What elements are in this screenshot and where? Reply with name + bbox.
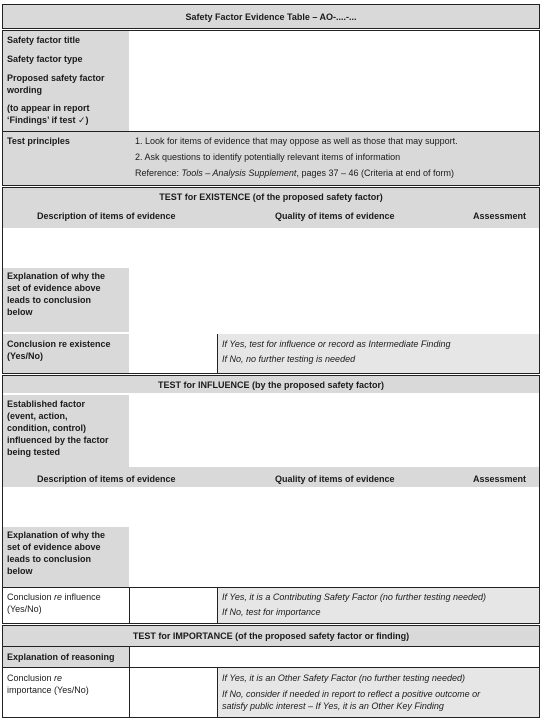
influence-established-line5: being tested <box>7 447 61 457</box>
existence-explanation-line1: Explanation of why the <box>7 271 106 281</box>
existence-explanation-line4: below <box>7 307 33 317</box>
influence-established-line1: Established factor <box>7 399 86 409</box>
importance-conclusion-input[interactable] <box>129 668 217 717</box>
influence-heading: TEST for INFLUENCE (by the proposed safety factor) <box>157 380 385 390</box>
influence-conclusion-line1: Conclusion re influence <box>7 592 101 602</box>
importance-if-no-line2: satisfy public interest – If Yes, it is an Other Key Finding <box>222 701 444 711</box>
existence-if-no: If No, no further testing is needed <box>222 354 356 364</box>
existence-col-description: Description of items of evidence <box>37 211 176 221</box>
influence-established-line4: influenced by the factor <box>7 435 109 445</box>
header-section <box>2 30 540 186</box>
influence-explanation-line1: Explanation of why the <box>7 530 106 540</box>
page-title: Safety Factor Evidence Table – AO-....-... <box>185 12 357 22</box>
influence-established-line2: (event, action, <box>7 411 68 421</box>
existence-conclusion-line1: Conclusion re existence <box>7 339 111 349</box>
principle-2: 2. Ask questions to identify potentially relevant items of information <box>135 152 401 162</box>
influence-if-yes: If Yes, it is a Contributing Safety Factor (no further testing needed) <box>222 592 486 602</box>
existence-explanation-input[interactable] <box>129 268 539 332</box>
influence-section <box>2 375 540 624</box>
importance-heading: TEST for IMPORTANCE (of the proposed safety factor or finding) <box>132 631 410 641</box>
principle-1: 1. Look for items of evidence that may oppose as well as those that may support. <box>135 136 458 146</box>
influence-explanation-line4: below <box>7 566 33 576</box>
existence-col-quality: Quality of items of evidence <box>275 211 395 221</box>
importance-explanation-label: Explanation of reasoning <box>7 652 115 662</box>
influence-conclusion-line2: (Yes/No) <box>7 604 42 614</box>
importance-conclusion-line1: Conclusion re <box>7 673 63 683</box>
influence-conclusion-input[interactable] <box>129 588 217 623</box>
influence-col-quality: Quality of items of evidence <box>275 474 395 484</box>
reference-title: Tools – Analysis Supplement <box>181 168 297 178</box>
proposed-wording-note-line1: (to appear in report <box>7 103 90 113</box>
existence-conclusion-input[interactable] <box>129 334 217 373</box>
influence-col-assessment: Assessment <box>473 474 527 484</box>
existence-section <box>2 187 540 374</box>
existence-explanation-line3: leads to conclusion <box>7 295 92 305</box>
safety-factor-type-label: Safety factor type <box>7 54 83 64</box>
existence-conclusion-line2: (Yes/No) <box>7 351 44 361</box>
influence-col-description: Description of items of evidence <box>37 474 176 484</box>
proposed-wording-line2: wording <box>7 85 42 95</box>
title-bar <box>2 4 540 29</box>
influence-explanation-input[interactable] <box>129 527 539 587</box>
reference-line: Reference: Tools – Analysis Supplement, pages 37 – 46 (Criteria at end of form) <box>135 168 455 178</box>
influence-established-input[interactable] <box>129 395 539 467</box>
safety-factor-title-label: Safety factor title <box>7 35 81 45</box>
test-principles-label: Test principles <box>7 136 70 146</box>
existence-explanation-line2: set of evidence above <box>7 283 101 293</box>
existence-heading: TEST for EXISTENCE (of the proposed safety factor) <box>159 192 383 202</box>
importance-section <box>2 625 540 718</box>
existence-col-assessment: Assessment <box>473 211 527 221</box>
influence-explanation-line3: leads to conclusion <box>7 554 92 564</box>
existence-evidence-input[interactable] <box>3 228 539 268</box>
proposed-wording-note-line2: ‘Findings’ if test ✓) <box>7 115 89 125</box>
importance-if-yes: If Yes, it is an Other Safety Factor (no further testing needed) <box>222 673 465 683</box>
importance-conclusion-line2: importance (Yes/No) <box>7 685 89 695</box>
influence-if-no: If No, test for importance <box>222 607 321 617</box>
influence-explanation-line2: set of evidence above <box>7 542 101 552</box>
proposed-wording-input[interactable] <box>129 31 539 131</box>
existence-if-yes: If Yes, test for influence or record as Intermediate Finding <box>222 339 451 349</box>
influence-established-line3: condition, control) <box>7 423 86 433</box>
importance-if-no-line1: If No, consider if needed in report to reflect a positive outcome or <box>222 689 481 699</box>
influence-evidence-input[interactable] <box>3 487 539 527</box>
proposed-wording-line1: Proposed safety factor <box>7 73 105 83</box>
importance-explanation-input[interactable] <box>129 647 539 667</box>
